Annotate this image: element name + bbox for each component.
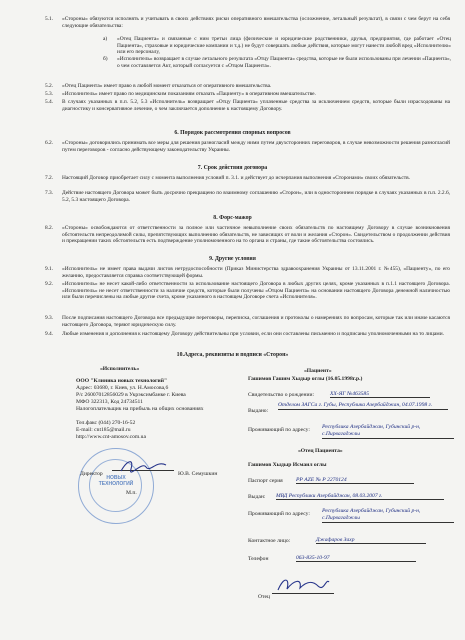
clause-7-3 <box>45 190 450 203</box>
clause-number: 7.3. <box>45 190 54 196</box>
clause-5-1-a <box>103 36 451 56</box>
clause-number: 5.4. <box>45 99 54 105</box>
section-9-heading: 9. Другие условия <box>209 256 256 262</box>
clause-6-2 <box>45 140 450 153</box>
clause-text: «Отец Пациента» имеет право в любой момент отказаться от оперативного вмешательства. <box>62 83 272 89</box>
contact-person-value: Джафаров Захр <box>316 537 426 544</box>
clause-number: 9.4. <box>45 331 54 337</box>
section-6-heading: 6. Порядок рассмотрения спорных вопросов <box>174 130 291 136</box>
clause-9-4 <box>45 331 450 338</box>
passport-value: РР АZE № Р 2270124 <box>296 477 414 484</box>
father-name: Гашимов Хыдыр Исмаил оглы <box>248 462 327 468</box>
clause-number: 5.2. <box>45 83 54 89</box>
father-residence-label: Проживающий по адресу: <box>248 511 310 517</box>
clause-9-3 <box>45 315 450 328</box>
passport-label: Паспорт серия <box>248 478 283 484</box>
executor-address: Адрес: 03680, г. Киев, ул. Н.Амосова,6 <box>76 385 169 391</box>
executor-account: Р/с 26007012856029 в Укрэксимбанке г. Киева <box>76 392 186 398</box>
clause-number: 9.1. <box>45 266 54 272</box>
director-name: Ю.В. Семушкин <box>178 471 218 477</box>
clause-5-2 <box>45 83 450 90</box>
section-8-heading: 8. Форс-мажор <box>213 215 252 221</box>
clause-5-1-b <box>103 56 451 69</box>
clause-text: «Стороны» освобождаются от ответственности за полное или частичное невыполнение своих обязательств по настоящему Договору в случае возникновения обстоятельств непреодолимой силы, препятствующих выполнению обязательств, не зависящих от воли и желания «Сторон». Свидетельством о продолжении действия и прекращении таких обстоятельств есть подтверждение уполномоченного на то органа и страны, где такие обстоятельства состоялись. <box>62 225 450 245</box>
passport-issued-value: МВД Республики Азербайджан, 08.03.2007 г. <box>276 493 444 500</box>
seal-placeholder: М.п. <box>126 490 137 496</box>
clause-number: 9.3. <box>45 315 54 321</box>
clause-letter: а) <box>103 36 108 42</box>
clause-text: Действие настоящего Договора может быть досрочно прекращено по взаимному соглашению «Сторон», или в одностороннем порядке в случаях указанных в п.п. 2.2.6, 5.2, 5.3 настоящего Договора. <box>62 190 450 203</box>
patient-role: «Пациент» <box>304 368 332 374</box>
clause-text: «Отец Пациента» и связанные с ним третьи лица (физические и юридические родственники, друзья, предприятия, где работает «Отец Пациента», страховые и юридические компании и т.д.) не будут совершать любые действия, которые могут нанести любой вред «Исполнителю» или его персоналу, <box>117 36 451 56</box>
passport-issued-label: Выдан: <box>248 494 266 500</box>
patient-residence-value: Республика Азербайджан, Губинский р-н, с.Пирвагаджлы <box>322 424 454 439</box>
patient-name: Гашимов Гашим Хыдыр оглы (16.05.1998г.р.) <box>248 376 363 382</box>
clause-number: 8.2. <box>45 225 54 231</box>
phone-label: Телефон <box>248 556 269 562</box>
director-signature <box>118 456 170 476</box>
clause-text: «Стороны» обязуются исполнять и учитывать в своих действиях риски оперативного вмешательства (осложнение, летальный результат), в связи с чем берут на себя следующие обязательства: <box>62 16 450 29</box>
clause-text: Любые изменения и дополнения к настоящему Договору действительны при условии, если они составлены письменно и подписаны уполномоченными на то лицами. <box>62 331 444 337</box>
executor-fax: Тел.факс (044) 270-16-52 <box>76 420 136 426</box>
clause-text: После подписания настоящего Договора все предыдущие переговоры, переписка, соглашения и протоколы о намерениях по вопросам, которые так или иначе касаются настоящего Договора, теряют юридическую силу. <box>62 315 450 328</box>
clause-5-1 <box>45 16 450 29</box>
executor-tax-status: Налогоплательщик на прибыль на общих основаниях <box>76 406 204 412</box>
clause-number: 7.2. <box>45 175 54 181</box>
clause-text: «Исполнитель» не имеет права выдачи листов нетрудоспособности (Приказ Министерства здравоохранения Украины от 13.11.2001 г. №455), «Пациенту», по его желанию, предоставляется справка соответствующей формы. <box>62 266 450 279</box>
clause-text: «Исполнитель» имеет право по медицинским показаниям отказать «Пациенту» в оперативном вмешательстве. <box>62 91 316 97</box>
executor-website: http://www.cnt-amosov.com.ua <box>76 434 146 440</box>
father-signature-label: Отец <box>258 594 270 600</box>
clause-text: Настоящий Договор приобретает силу с момента выполнения условий п. 3.1. и действует до исчерпания выполнения «Сторонами» своих обязательств. <box>62 175 410 181</box>
clause-9-2 <box>45 281 450 301</box>
clause-5-4 <box>45 99 450 112</box>
clause-text: В случаях указанных в п.п. 5.2, 5.3 «Исполнитель» возвращает «Отцу Пациента» уплаченные средства за исключением средств, которые были израсходованы на диагностику и консервативное лечение, о чем заключается дополнение к настоящему Договору. <box>62 99 450 112</box>
director-label: Директор <box>80 471 103 477</box>
clause-8-2 <box>45 225 450 245</box>
stamp-text: НОВЫХ ТЕХНОЛОГИЙ <box>98 475 134 487</box>
executor-role: «Исполнитель» <box>100 366 140 372</box>
clause-9-1 <box>45 266 450 279</box>
executor-email: E-mail: cnt185@mail.ru <box>76 427 131 433</box>
birth-cert-issued-label: Выдано: <box>248 408 269 414</box>
clause-letter: б) <box>103 56 108 62</box>
father-signature <box>272 572 332 598</box>
clause-number: 5.1. <box>45 16 54 22</box>
section-10-heading: 10.Адреса, реквизиты и подписи «Сторон» <box>176 352 289 358</box>
father-role: «Отец Пациента» <box>298 448 343 454</box>
clause-5-3 <box>45 91 450 98</box>
clause-number: 6.2. <box>45 140 54 146</box>
birth-cert-label: Свидетельство о рождении: <box>248 392 315 398</box>
executor-mfo: МФО 322313, Код 24734511 <box>76 399 143 405</box>
clause-number: 9.2. <box>45 281 54 287</box>
clause-text: «Исполнитель» не несет какой-либо ответственности за использование настоящего Договора в любых других целях, кроме указанных в п.1.1 настоящего Договора. «Исполнитель» не несет ответственности за наличие средств, которые были получены «Отцом Пациента» на основании настоящего Договора денежной наличностью или были перечислены на любые другие счета, кроме указанного в настоящем Договоре счета «Исполнителя». <box>62 281 450 301</box>
contact-person-label: Контактное лицо: <box>248 538 291 544</box>
patient-residence-label: Проживающий по адресу: <box>248 427 310 433</box>
clause-7-2 <box>45 175 450 182</box>
birth-cert-issued-value: Отделом ЗАГСа г. Губы, Республика Азербайджан, 04.07.1998 г. <box>278 402 448 410</box>
executor-name: ООО "Клиника новых технологий" <box>76 378 168 384</box>
section-7-heading: 7. Срок действия договора <box>197 165 268 171</box>
clause-text: «Исполнитель» возвращает в случае летального результата «Отцу Пациента» средства, которые не были использованы при лечении «Пациента», о чем составляется Акт, который согласуется с «Отцом Пациента». <box>117 56 451 69</box>
clause-number: 5.3. <box>45 91 54 97</box>
birth-cert-value: XX-ЯГ №463585 <box>330 391 430 398</box>
phone-value: 063-835-10-97 <box>296 555 416 562</box>
clause-text: «Стороны» договорились принимать все меры для решения разногласий между ними путем двухсторонних переговоров, в случае невозможности решения разногласий путем переговоров - согласно действующему законодательству Украины. <box>62 140 450 153</box>
father-residence-value: Республика Азербайджан, Губинский р-н, с.Пирвагаджлы <box>322 508 454 523</box>
